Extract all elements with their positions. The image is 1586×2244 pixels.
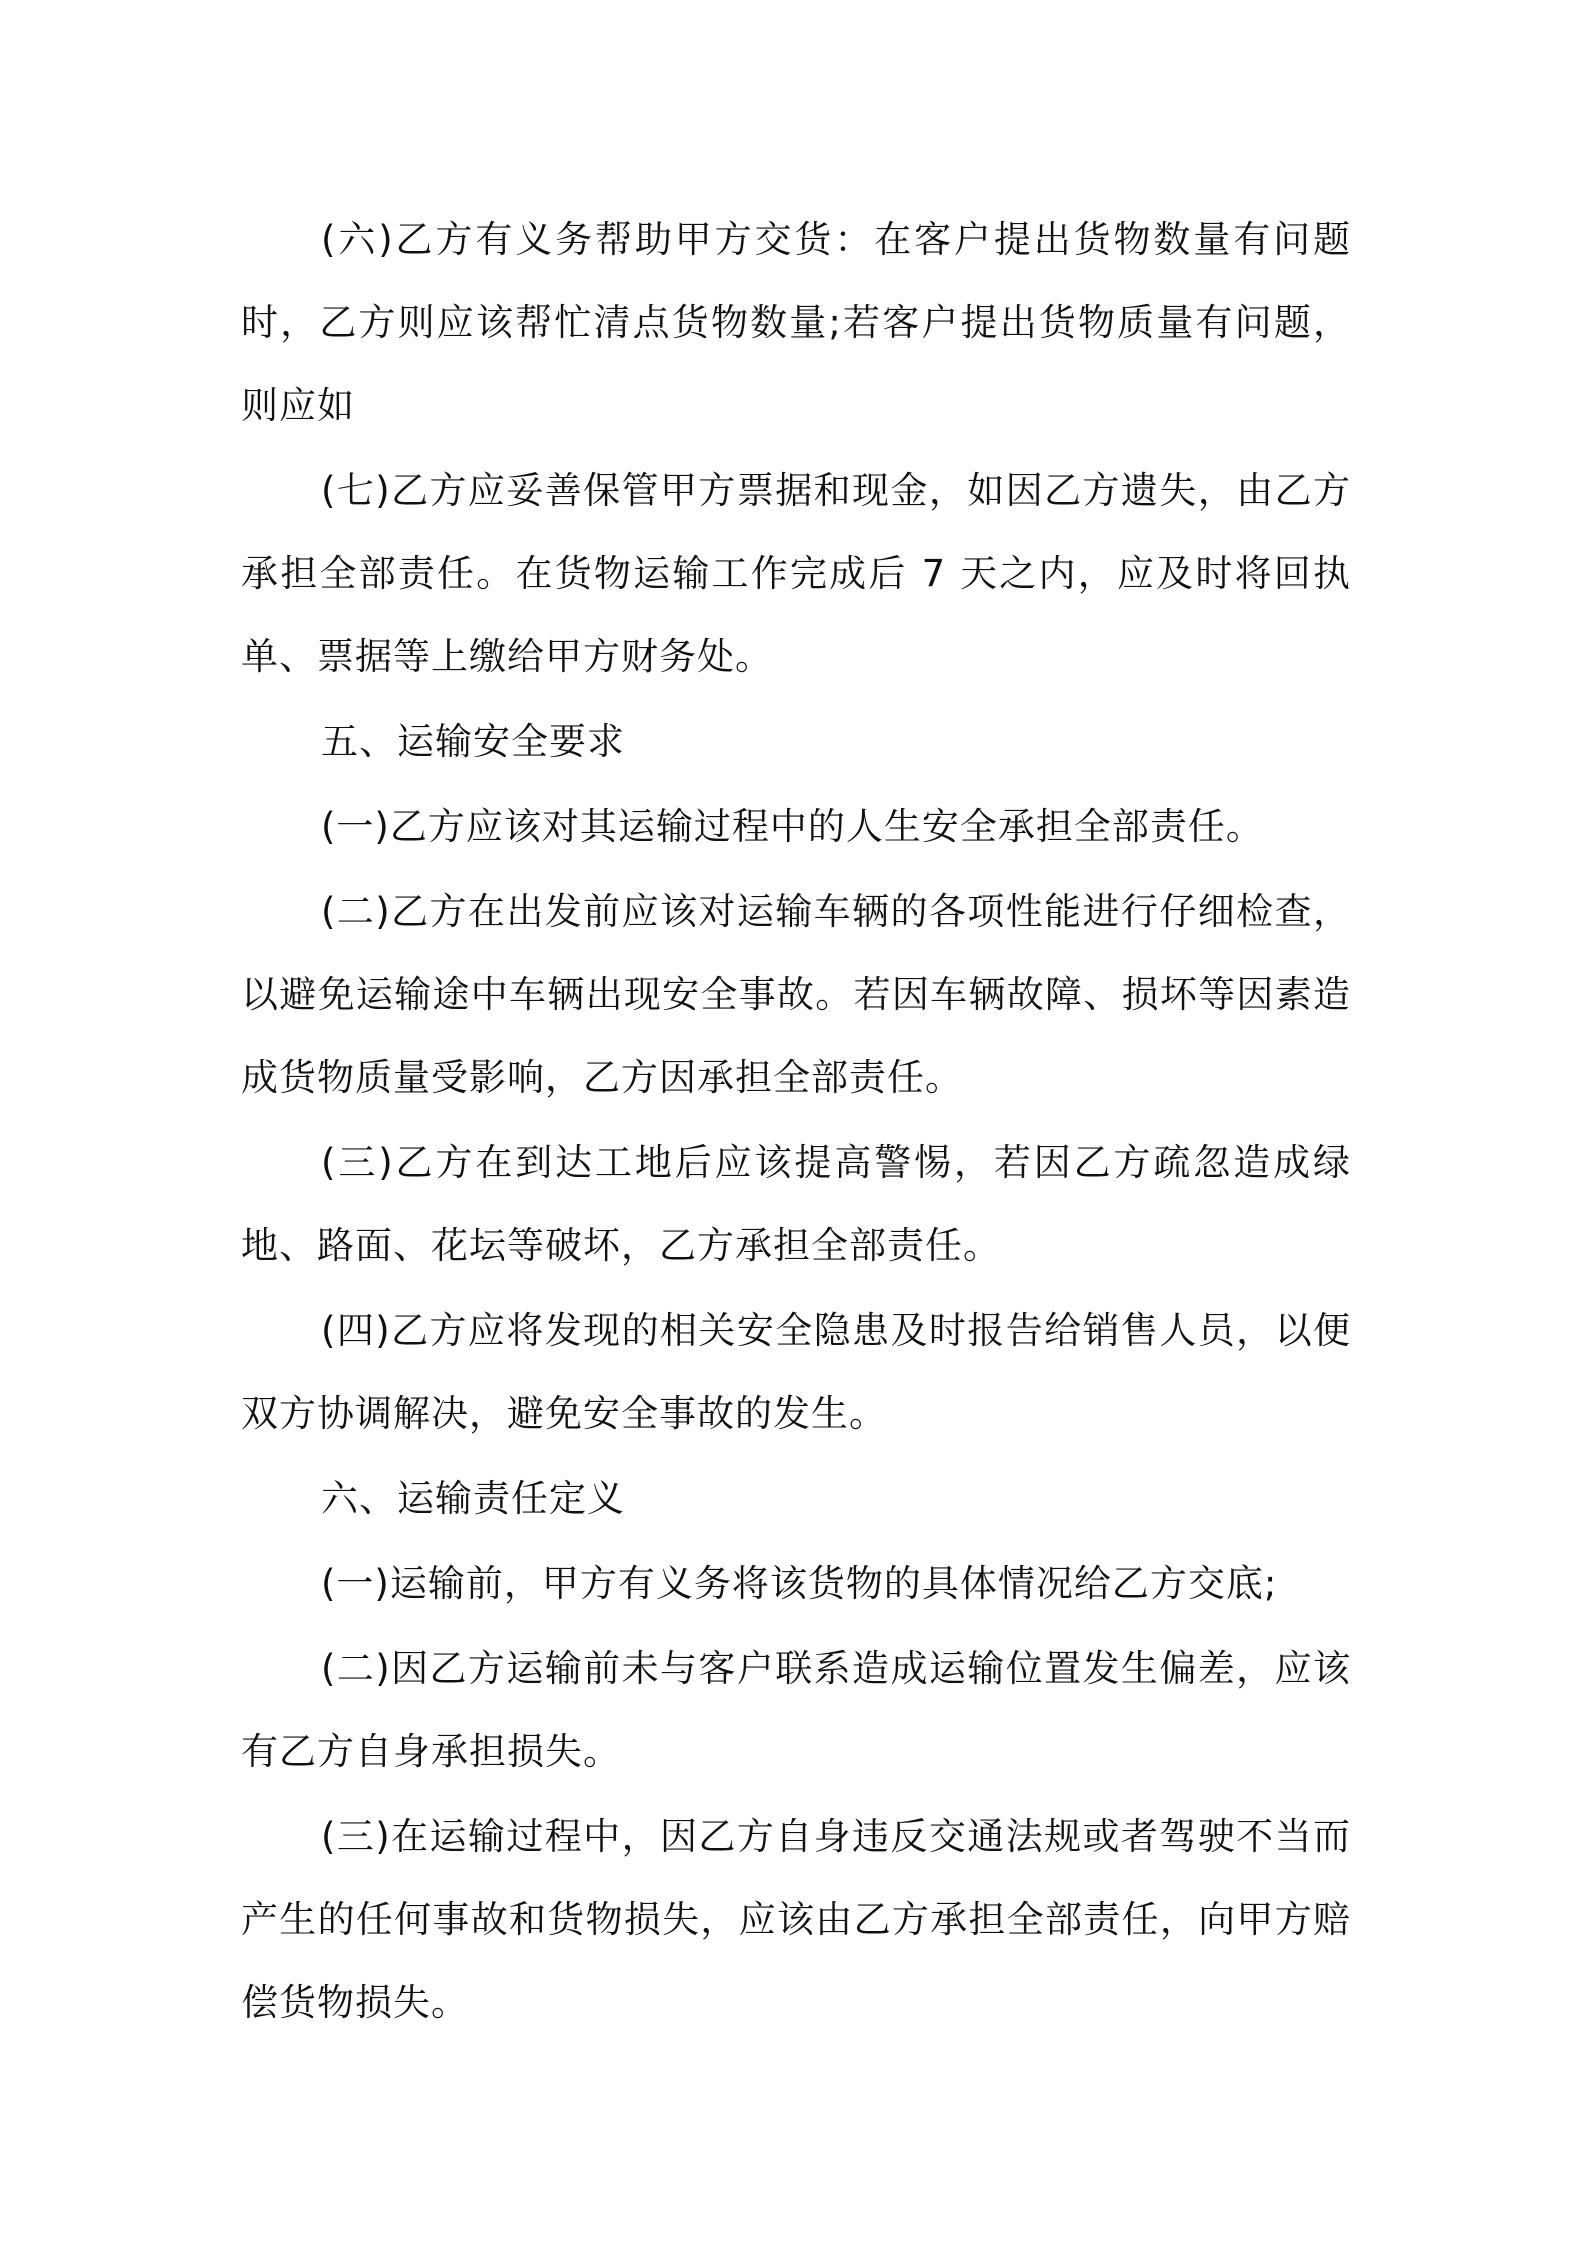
paragraph-liability-1: (一)运输前，甲方有义务将该货物的具体情况给乙方交底; bbox=[321, 1562, 1278, 1605]
paragraph-item-6: (六)乙方有义务帮助甲方交货：在客户提出货物数量有问题时，乙方则应该帮忙清点货物数量;若客户提出货物质量有问题，则应如 bbox=[241, 218, 1351, 427]
paragraph-item-7: (七)乙方应妥善保管甲方票据和现金，如因乙方遗失，由乙方承担全部责任。在货物运输工作完成后 7 天之内，应及时将回执单、票据等上缴给甲方财务处。 bbox=[241, 469, 1351, 678]
section-heading-liability: 六、运输责任定义 bbox=[321, 1477, 625, 1520]
document-body bbox=[241, 198, 1351, 2046]
paragraph-safety-4: (四)乙方应将发现的相关安全隐患及时报告给销售人员，以便双方协调解决，避免安全事故的发生。 bbox=[241, 1309, 1351, 1435]
paragraph-liability-2: (二)因乙方运输前未与客户联系造成运输位置发生偏差，应该有乙方自身承担损失。 bbox=[241, 1647, 1351, 1773]
paragraph-safety-2: (二)乙方在出发前应该对运输车辆的各项性能进行仔细检查，以避免运输途中车辆出现安全事故。若因车辆故障、损坏等因素造成货物质量受影响，乙方因承担全部责任。 bbox=[241, 890, 1351, 1099]
paragraph-safety-3: (三)乙方在到达工地后应该提高警惕，若因乙方疏忽造成绿地、路面、花坛等破坏，乙方承担全部责任。 bbox=[241, 1141, 1351, 1267]
paragraph-safety-1: (一)乙方应该对其运输过程中的人生安全承担全部责任。 bbox=[321, 805, 1264, 848]
paragraph-liability-3: (三)在运输过程中，因乙方自身违反交通法规或者驾驶不当而产生的任何事故和货物损失，应该由乙方承担全部责任，向甲方赔偿货物损失。 bbox=[241, 1815, 1351, 2024]
section-heading-transport-safety: 五、运输安全要求 bbox=[321, 720, 625, 763]
